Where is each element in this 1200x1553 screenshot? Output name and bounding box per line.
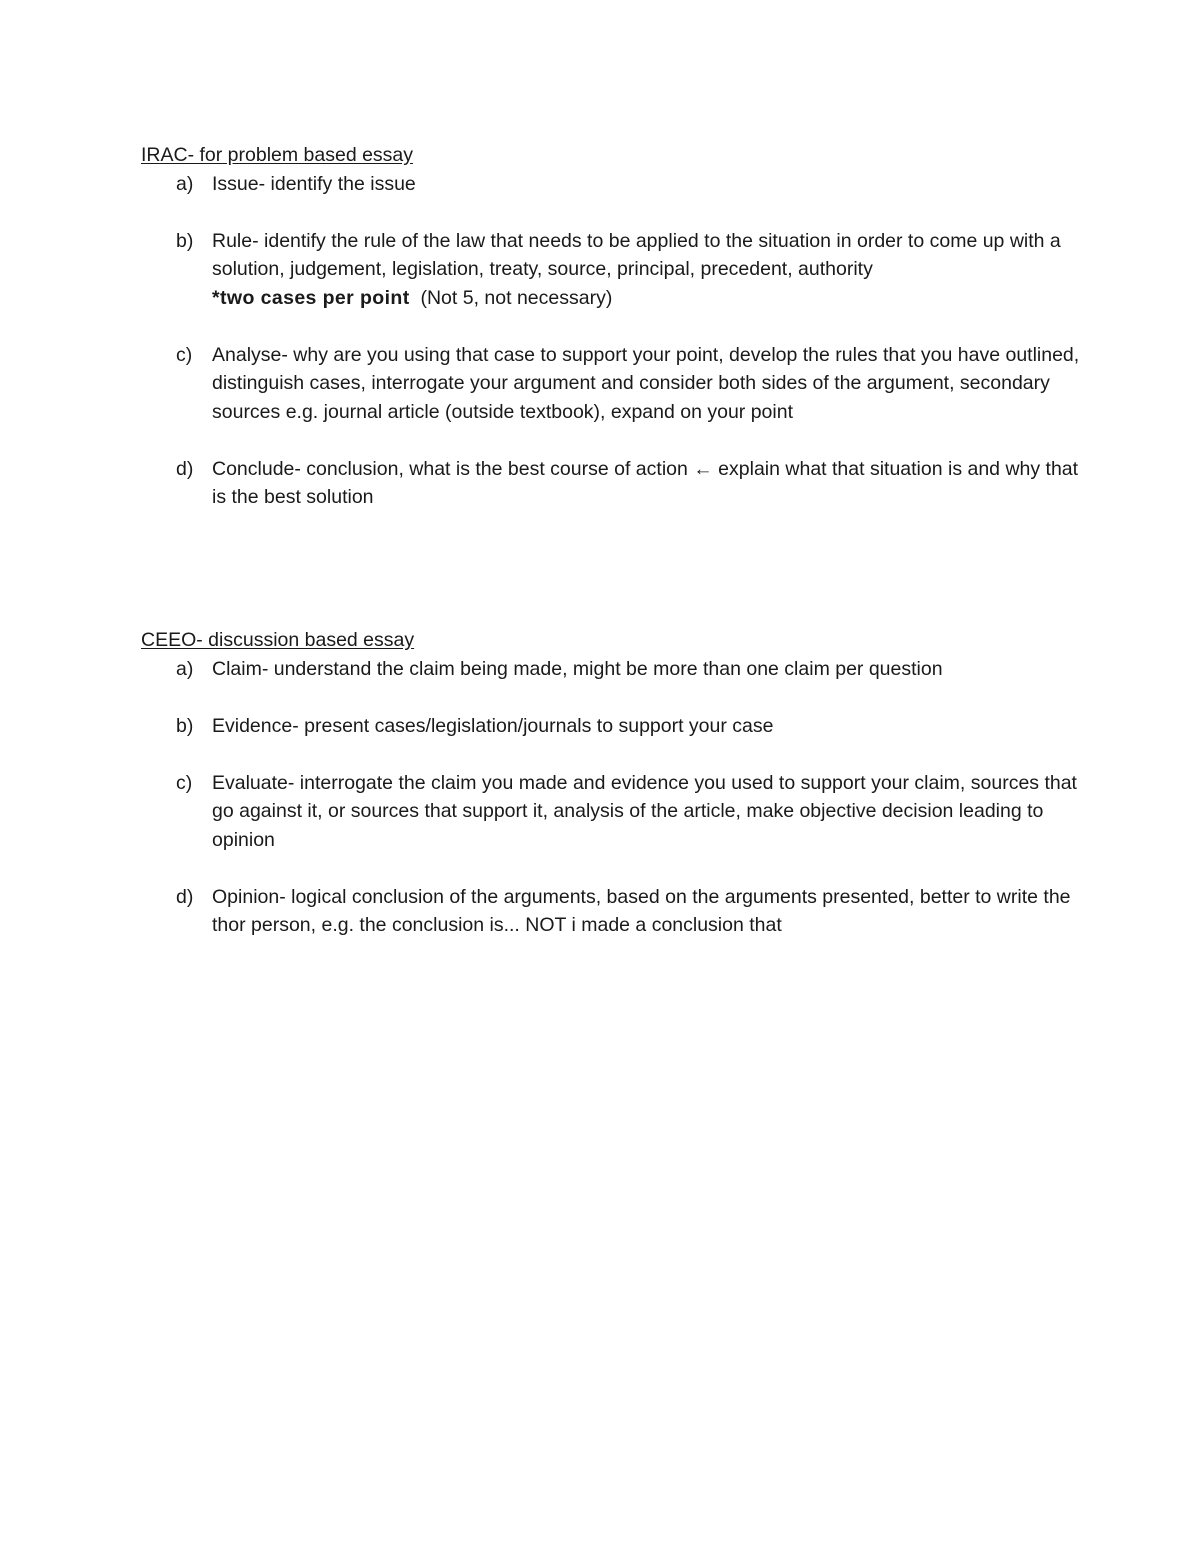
list-marker: d) [176,885,194,908]
list-item [141,712,1081,741]
list-item-text: Opinion- logical conclusion of the arguments, based on the arguments presented, better to write the thor person, e.g. the conclusion is... NOT i made a conclusion that [212,885,1071,936]
bold-note: *two cases per point [212,286,410,309]
ceeo-section [141,626,1081,940]
list-item-body [212,227,1081,313]
list-marker: c) [176,343,193,366]
note-text: (Not 5, not necessary) [420,286,613,309]
irac-heading: IRAC- for problem based essay [141,144,414,166]
list-item-text: Evidence- present cases/legislation/journals to support your case [212,714,774,737]
list-item [141,655,1081,684]
list-item [141,170,1081,199]
list-marker: c) [176,771,193,794]
list-item [141,769,1081,855]
list-item-text: Analyse- why are you using that case to support your point, develop the rules that you have outlined, distinguish cases, interrogate your argument and consider both sides of the argument, secondary sources e.g. journal article (outside textbook), expand on your point [212,343,1080,423]
list-item-text: Conclude- conclusion, what is the best course of action ← explain what that situation is and why that is the best solution [212,457,1079,508]
list-marker: b) [176,714,194,737]
list-marker: a) [176,172,194,195]
list-item [141,883,1081,940]
list-marker: d) [176,457,194,480]
list-item-text: Claim- understand the claim being made, might be more than one claim per question [212,657,943,680]
list-item-text: Evaluate- interrogate the claim you made and evidence you used to support your claim, sources that go against it, or sources that support it, analysis of the article, make objective decision leading to opinion [212,771,1077,851]
list-item [141,341,1081,427]
ceeo-heading: CEEO- discussion based essay [141,629,415,651]
list-marker: a) [176,657,194,680]
list-item [141,227,1081,313]
list-item-text: Rule- identify the rule of the law that needs to be applied to the situation in order to come up with a solution, judgement, legislation, treaty, source, principal, precedent, authority [212,229,1061,280]
irac-section [141,141,1081,512]
list-marker: b) [176,229,194,252]
list-item-text: Issue- identify the issue [212,172,416,195]
list-item [141,455,1081,512]
